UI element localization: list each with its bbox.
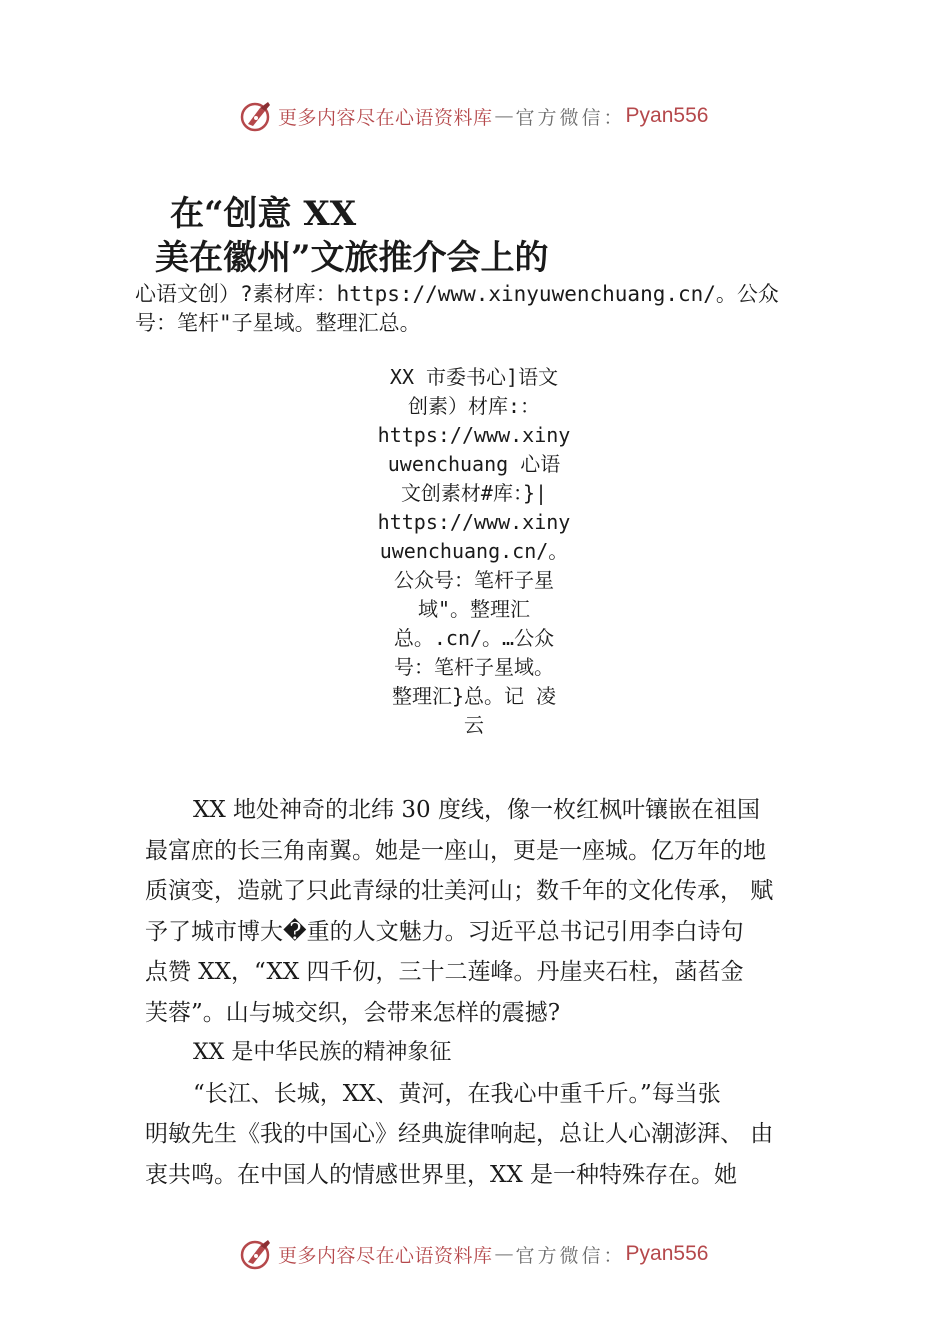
- body-line: 衷共鸣。在中国人的情感世界里，XX 是一种特殊存在。她: [145, 1161, 738, 1188]
- footer-banner: [238, 1234, 708, 1274]
- column-line: 文创素材#库：}|: [400, 481, 548, 505]
- header-banner: [238, 96, 708, 136]
- banner-wechat-id: Pyan556: [625, 1242, 709, 1265]
- column-line: 整理汇}总。记 凌: [391, 684, 557, 708]
- section-subheading: XX 是中华民族的精神象征: [193, 1040, 452, 1065]
- banner-official-text: 官方微信：: [515, 106, 626, 129]
- body-line: 芙蓉”。山与城交织，会带来怎样的震撼?: [145, 999, 561, 1026]
- body-line: 予了城市博大�重的人文魅力。习近平总书记引用李白诗句: [145, 918, 744, 945]
- column-line: uwenchuang.cn/。: [379, 539, 569, 563]
- banner-official-text: 官方微信：: [515, 1244, 626, 1267]
- body-line: XX 地处神奇的北纬 30 度线，像一枚红枫叶镶嵌在祖国: [193, 797, 760, 823]
- column-line: 号：笔杆子星域。: [394, 655, 554, 679]
- body-line: 最富庶的长三角南翼。她是一座山，更是一座城。亿万年的地: [145, 837, 766, 864]
- banner-brand-text: 更多内容尽在心语资料库: [278, 106, 493, 129]
- column-line: uwenchuang 心语: [387, 452, 561, 476]
- doc-title-line-1: 在“创意 XX: [170, 194, 357, 234]
- body-line: 明敏先生《我的中国心》经典旋律响起，总让人心潮澎湃、 由: [145, 1121, 774, 1147]
- body-line: “长江、长城，XX、黄河，在我心中重千斤。”每当张: [193, 1080, 721, 1107]
- paragraph-2: [145, 1074, 825, 1196]
- source-line-2: 号：笔杆"子星域。整理汇总。: [135, 311, 421, 335]
- column-line: 域"。整理汇: [417, 597, 531, 621]
- column-line: 总。.cn/。…公众: [393, 626, 555, 650]
- body-line: 点赞 XX，“XX 四千仞，三十二莲峰。丹崖夹石柱，菡萏金: [145, 959, 744, 985]
- column-line: XX 市委书心]语文: [389, 365, 559, 389]
- source-line-1: 心语文创）?素材库：https://www.xinyuwenchuang.cn/。公众: [135, 282, 779, 306]
- column-line: https://www.xiny: [377, 510, 571, 534]
- paragraph-1: [145, 790, 825, 1033]
- body-line: 质演变，造就了只此青绿的壮美河山；数千年的文化传承， 赋: [145, 878, 774, 904]
- pen-nib-logo-icon: [238, 1236, 274, 1272]
- column-line: https://www.xiny: [377, 423, 571, 447]
- banner-wechat-id: Pyan556: [625, 104, 709, 127]
- doc-title-line-2: 美在徽州”文旅推介会上的: [155, 238, 549, 278]
- column-line: 云: [464, 713, 484, 737]
- banner-brand-text: 更多内容尽在心语资料库: [278, 1244, 493, 1267]
- column-line: 公众号：笔杆子星: [394, 568, 554, 592]
- document-body: [145, 790, 825, 1195]
- pen-nib-logo-icon: [238, 98, 274, 134]
- banner-dash: —: [494, 1243, 514, 1265]
- banner-dash: —: [494, 105, 514, 127]
- column-line: 创素）材库:：: [407, 394, 541, 418]
- narrow-text-column: [368, 363, 580, 740]
